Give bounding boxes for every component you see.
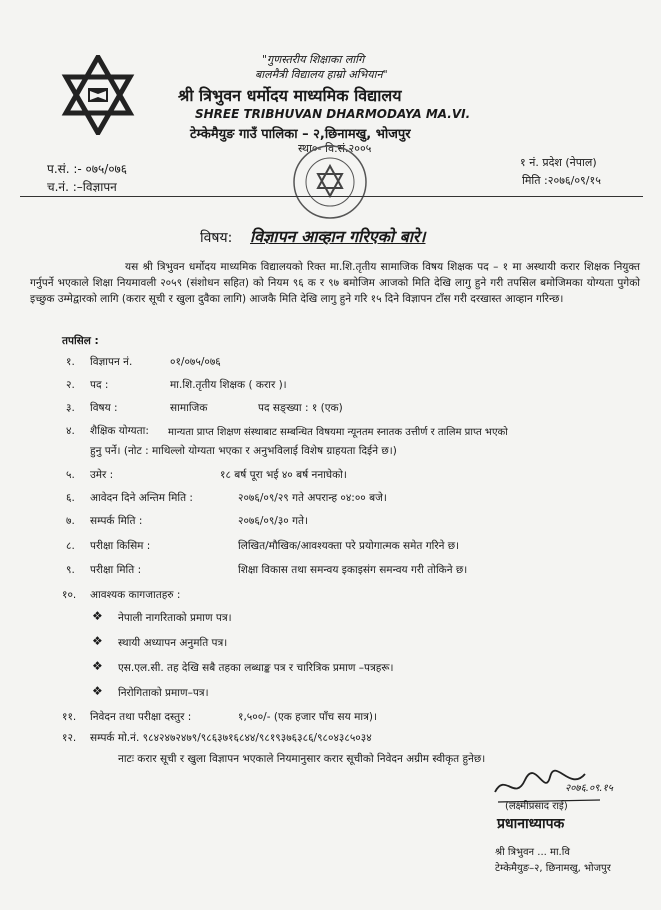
school-address: टेम्केमैयुङ गाउँ पालिका – २,छिनामखु, भोजपुर <box>190 127 411 142</box>
item-num: ६. <box>66 492 75 504</box>
item-value: लिखित/मौखिक/आवश्यक्ता परे प्रयोगात्मक समेत गरिने छ। <box>238 540 460 552</box>
fee-label: निवेदन तथा परीक्षा दस्तुर : <box>90 711 192 723</box>
item-continuation: हुनु पर्ने। (नोट : माथिल्लो योग्यता भएका र अनुभविलाई विशेष ग्राहयता दिईने छ।) <box>90 445 397 457</box>
item-value: सामाजिक <box>170 402 208 414</box>
stamp-line2: टेम्केमैयुङ–२, छिनामखु, भोजपुर <box>495 863 611 874</box>
ref-number: प.सं. :- ०७५/०७६ <box>47 162 128 176</box>
item-num: २. <box>66 379 75 391</box>
letter-date: मिति :२०७६/०९/१५ <box>522 174 601 187</box>
item-value: शिक्षा विकास तथा समन्वय इकाइसंग समन्वय गरी तोकिने छ। <box>238 564 468 576</box>
item-label: शैक्षिक योग्यता: <box>90 425 149 437</box>
item-num: ५. <box>66 469 75 481</box>
document-item: स्थायी अध्यापन अनुमति पत्र। <box>118 637 228 649</box>
item-extra: पद सङ्ख्या : १ (एक) <box>258 402 343 414</box>
fee-value: १,५००/- (एक हजार पाँच सय मात्र)। <box>238 711 377 723</box>
document-item: नेपाली नागरिताको प्रमाण पत्र। <box>118 612 232 624</box>
bullet-icon: ❖ <box>92 634 103 648</box>
signer-title: प्रधानाध्यापक <box>497 816 565 832</box>
contact-num: १२. <box>62 732 77 744</box>
item-value: २०७६/०९/२९ गते अपरान्ह ०४:०० बजे। <box>238 492 387 504</box>
bullet-icon: ❖ <box>92 659 103 673</box>
bullet-icon: ❖ <box>92 684 103 698</box>
school-logo <box>58 55 138 135</box>
motto-line2: बालमैत्री विद्यालय हाम्रो अभियान" <box>255 68 388 81</box>
note: नाटः करार सूची र खुला विज्ञापन भएकाले नियमानुसार करार सूचीको निवेदन अग्रीम स्वीकृत हुनेछ। <box>118 753 486 765</box>
item-label: आवश्यक कागजातहरु : <box>90 589 181 601</box>
fee-num: ११. <box>62 711 77 723</box>
intro-paragraph: यस श्री त्रिभुवन धर्मोदय माध्यमिक विद्यालयको रिक्त मा.शि.तृतीय सामाजिक विषय शिक्षक पद – १ मा अस्थायी करार शिक्षक नियुक्त गर्नुपर्ने भएकाले शिक्षा नियमावली २०५९ (संशोधन सहित) को नियम ९६ क र ९७ बमोजिम आजको मिति देखि लागु हुने गरी तपसिल बमोजिमका योग्यता पुगेको इच्छुक उम्मेद्वारको लागि (करार सूची र खुला दुवैका लागि) आजकै मिति देखि लागु हुने गरि १५ दिने विज्ञापन टाँस गरी दरखास्त आव्हान गरिन्छ। <box>30 261 640 305</box>
item-label: उमेर : <box>90 469 114 481</box>
subject-title: विज्ञापन आव्हान गरिएको बारे। <box>250 227 426 246</box>
subject-label: विषय: <box>200 230 233 246</box>
item-value: मा.शि.तृतीय शिक्षक ( करार )। <box>170 379 287 391</box>
dispatch-number: च.नं. :–विज्ञापन <box>47 180 117 194</box>
item-value: मान्यता प्राप्त शिक्षण संस्थाबाट सम्बन्धित विषयमा न्यूनतम स्नातक उत्तीर्ण र तालिम प्राप्त भएको <box>168 427 508 438</box>
item-label: विषय : <box>90 402 118 414</box>
school-stamp <box>290 142 370 222</box>
document-item: एस.एल.सी. तह देखि सबै तहका लब्धाङ्क पत्र र चारित्रिक प्रमाण –पत्रहरू। <box>118 662 394 674</box>
item-value: १८ बर्ष पूरा भई ४० बर्ष ननाघेको। <box>220 469 347 481</box>
item-num: ३. <box>66 402 75 414</box>
school-name-en: SHREE TRIBHUVAN DHARMODAYA MA.VI. <box>195 107 471 121</box>
signer-name: (लक्ष्मीप्रसाद राई) <box>505 801 568 812</box>
header-divider <box>20 196 643 197</box>
tapsil-label: तपसिल : <box>62 335 99 347</box>
item-label: परीक्षा मिति : <box>90 564 142 576</box>
stamp-line1: श्री त्रिभुवन ... मा.वि <box>495 847 570 858</box>
item-label: परीक्षा किसिम : <box>90 540 151 552</box>
item-value: २०७६/०९/३० गते। <box>238 515 308 527</box>
item-num: ९. <box>66 564 75 576</box>
motto-line1: "गुणस्तरीय शिक्षाका लागि <box>262 53 365 66</box>
item-label: विज्ञापन नं. <box>90 356 133 368</box>
item-num: ८. <box>66 540 75 552</box>
signature-date: २०७६.०९.१५ <box>565 783 613 794</box>
item-value: ०१/०७५/०७६ <box>170 356 221 368</box>
item-num: ४. <box>66 425 75 437</box>
contact-numbers: सम्पर्क मो.नं. ९८४२४७२४७९/९८६३७१६८४४/९८१९३७६३८६/९८०४३८५०३४ <box>90 732 372 744</box>
bullet-icon: ❖ <box>92 609 103 623</box>
item-label: आवेदन दिने अन्तिम मिति : <box>90 492 193 504</box>
item-num: ७. <box>66 515 75 527</box>
province: १ नं. प्रदेश (नेपाल) <box>520 156 597 169</box>
item-num: १. <box>66 356 75 368</box>
item-label: सम्पर्क मिति : <box>90 515 143 527</box>
item-label: पद : <box>90 379 109 391</box>
school-name-np: श्री त्रिभुवन धर्मोदय माध्यमिक विद्यालय <box>178 86 402 105</box>
document-item: निरोगिताको प्रमाण–पत्र। <box>118 687 209 699</box>
item-num: १०. <box>62 589 77 601</box>
established: स्था०- वि.सं.२००५ <box>298 142 372 155</box>
